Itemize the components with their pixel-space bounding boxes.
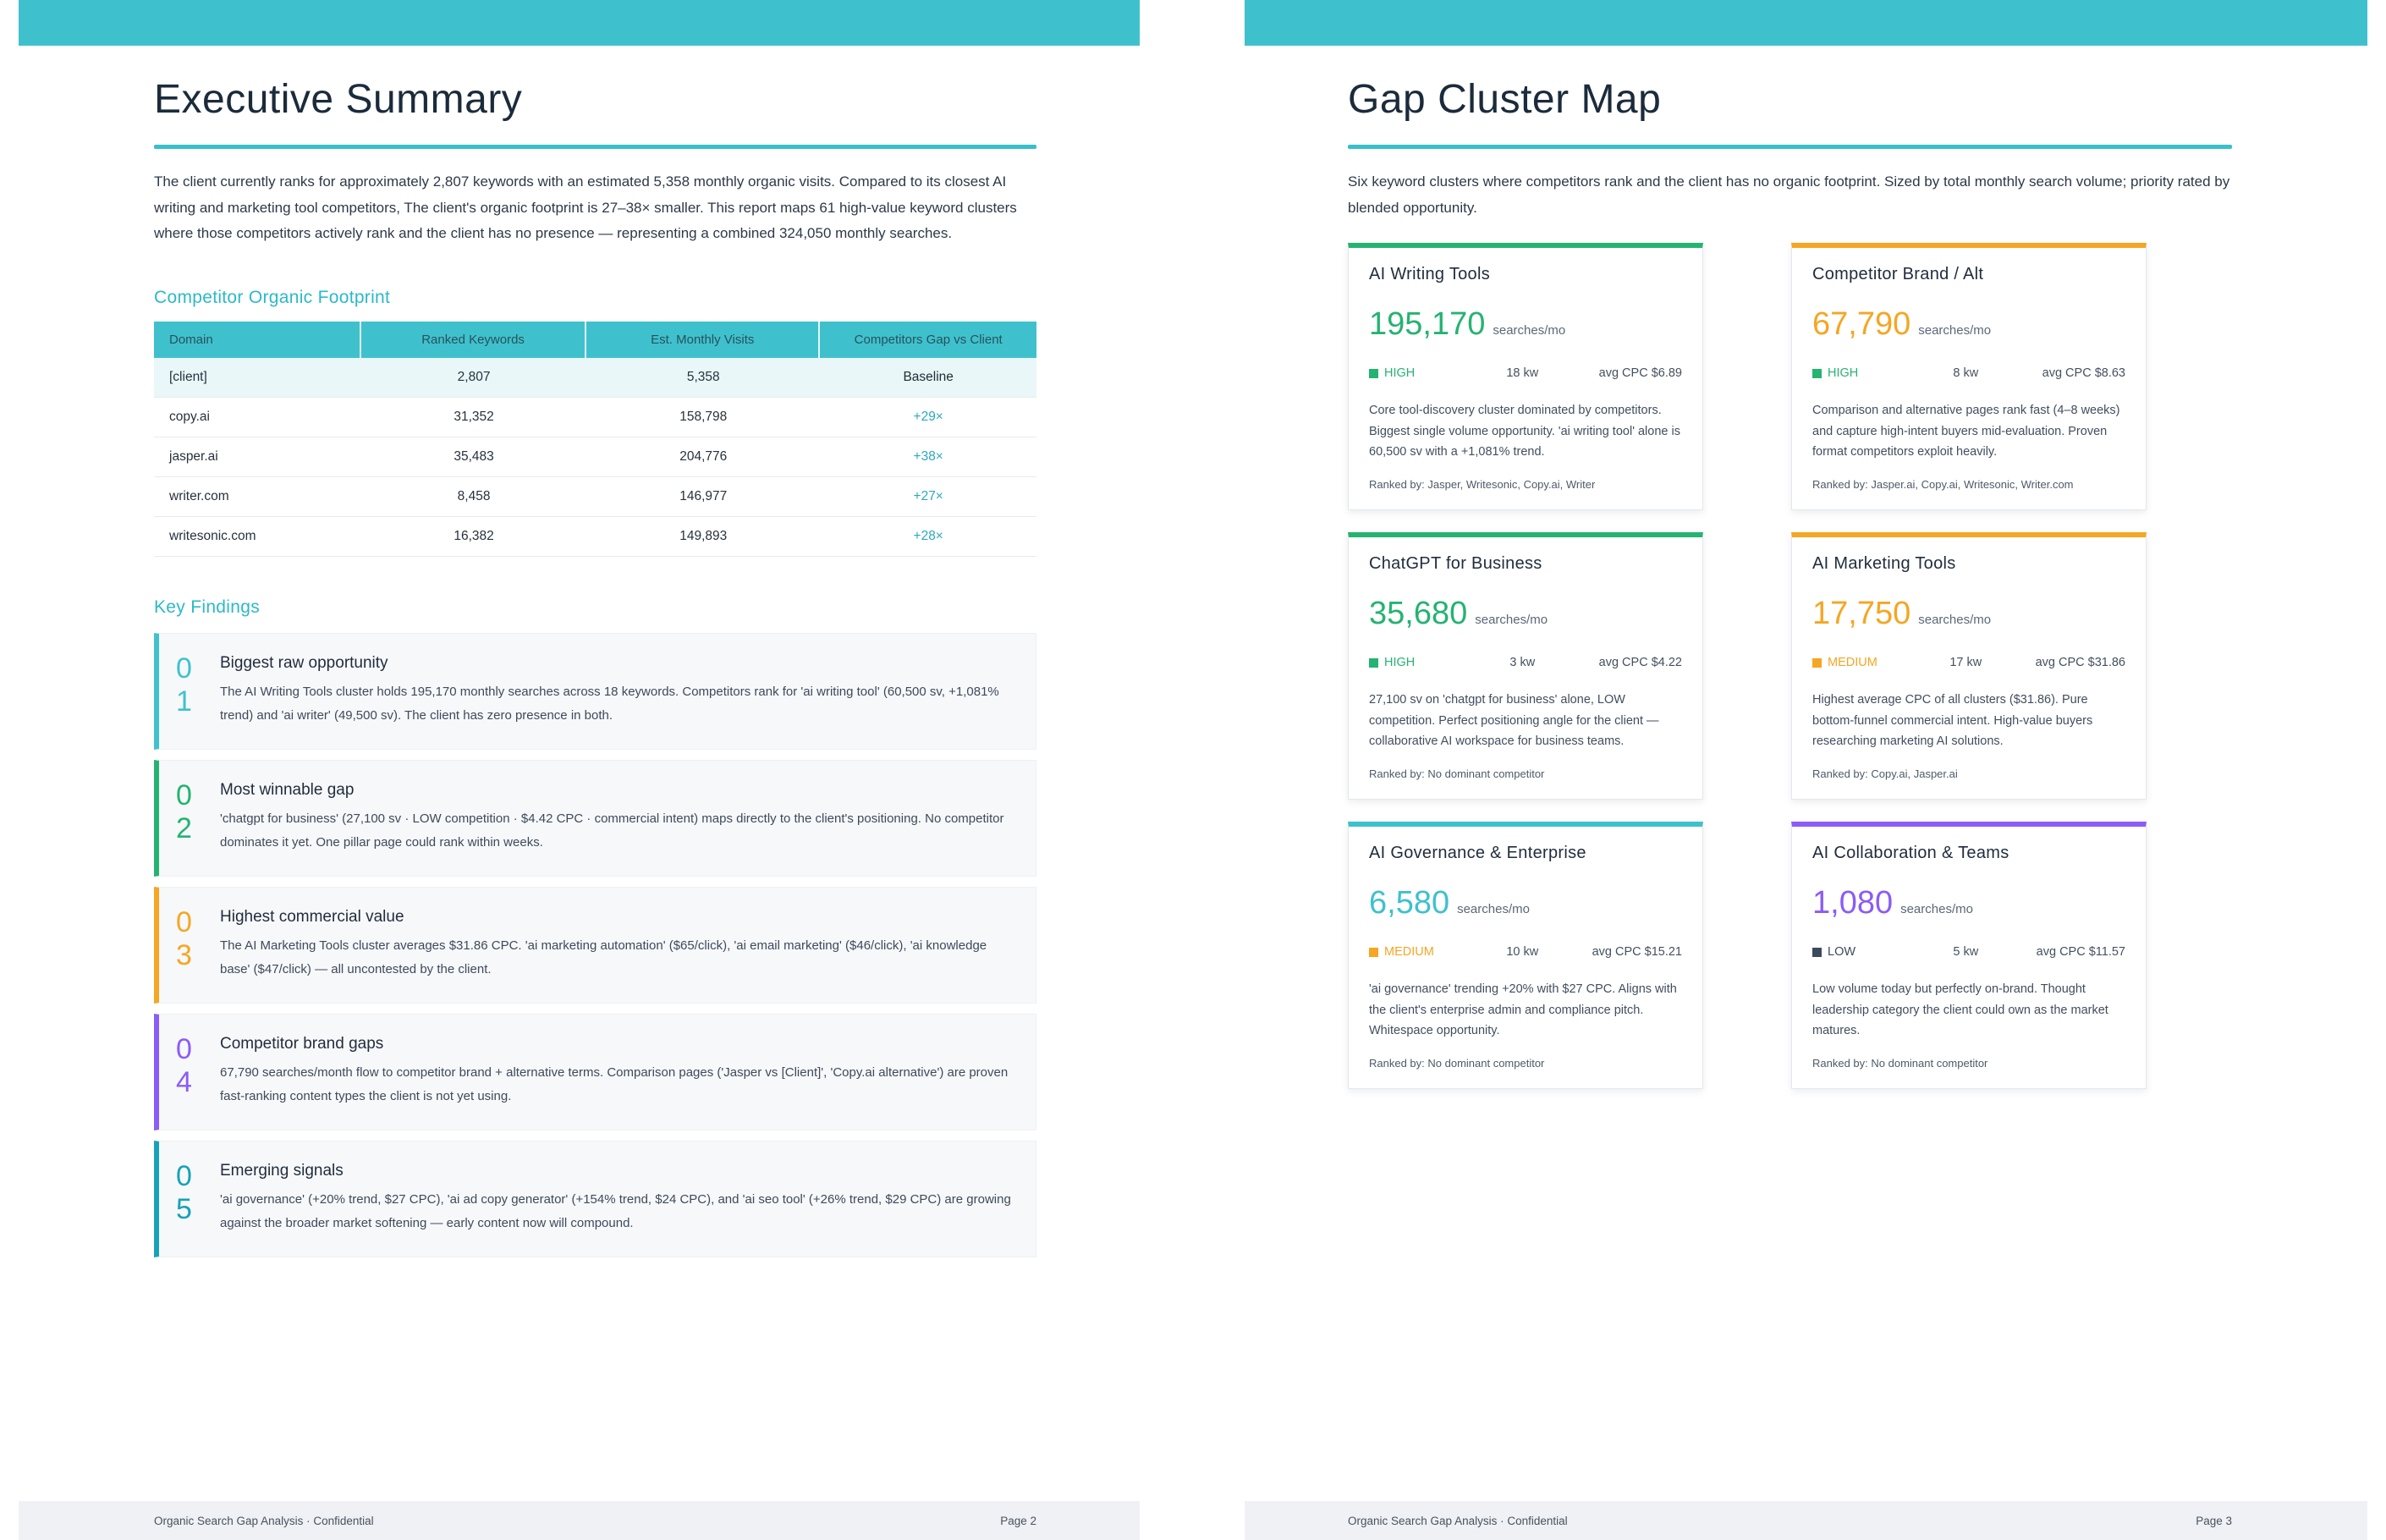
priority-label: HIGH [1828, 366, 1859, 381]
finding-number: 02 [176, 778, 192, 844]
cluster-name: AI Collaboration & Teams [1812, 844, 2009, 863]
cell-domain: [client] [169, 369, 207, 384]
page-title: Gap Cluster Map [1348, 77, 1662, 122]
cell-ranked-keywords: 31,352 [454, 409, 494, 424]
key-finding-card [154, 1014, 1036, 1130]
cluster-ranked-by: Ranked by: No dominant competitor [1812, 1056, 1988, 1070]
key-finding-card [154, 1141, 1036, 1257]
table-row [154, 398, 1036, 437]
cell-monthly-visits: 5,358 [686, 369, 720, 384]
finding-body: 67,790 searches/month flow to competitor brand + alternative terms. Comparison pages ('Jasper vs [Client]', 'Copy.ai alternative') are proven fast-ranking content types the client is not yet using. [220, 1064, 1009, 1104]
finding-body: 'chatgpt for business' (27,100 sv · LOW competition · $4.42 CPC · commercial intent) maps directly to the client's positioning. No competitor dominates it yet. One pillar page could rank within weeks. [220, 811, 1004, 850]
cluster-description: Core tool-discovery cluster dominated by competitors. Biggest single volume opportunity. 'ai writing tool' alone is 60,500 sv with a +1,081% trend. [1369, 404, 1680, 459]
cluster-ranked-by: Ranked by: Copy.ai, Jasper.ai [1812, 767, 1958, 781]
priority-label: HIGH [1384, 366, 1416, 381]
cluster-stats-row [1812, 366, 2125, 380]
finding-content [220, 779, 1015, 855]
cell-ranked-keywords: 16,382 [454, 528, 494, 543]
finding-content [220, 906, 1015, 982]
finding-number: 05 [176, 1159, 192, 1225]
title-underline [154, 145, 1036, 149]
section-heading-findings: Key Findings [154, 597, 260, 617]
priority-square-icon [1812, 658, 1822, 668]
cell-monthly-visits: 149,893 [679, 528, 728, 543]
intro-paragraph: The client currently ranks for approximately 2,807 keywords with an estimated 5,358 monthly organic visits. Compared to its closest AI writing and marketing tool competitors, The client's organic footprint is 27–38× smaller. This report maps 61 high-value keyword clusters where those competitors actively rank and the client has no presence — representing a combined 324,050 monthly searches. [154, 173, 1017, 242]
col-header-domain: Domain [154, 322, 361, 358]
col-header-monthly-visits: Est. Monthly Visits [586, 322, 820, 358]
cluster-ranked-by: Ranked by: No dominant competitor [1369, 767, 1545, 781]
title-underline [1348, 145, 2232, 149]
page-title: Executive Summary [154, 77, 523, 122]
cluster-keyword-count: 10 kw [1506, 945, 1539, 960]
cell-domain: writesonic.com [169, 528, 256, 543]
cluster-avg-cpc: avg CPC $11.57 [2036, 945, 2125, 960]
finding-content [220, 652, 1015, 729]
cluster-avg-cpc: avg CPC $4.22 [1598, 656, 1682, 670]
priority-square-icon [1369, 369, 1378, 378]
cell-gap-vs-client: +28× [913, 528, 943, 543]
cluster-volume: 17,750 [1812, 596, 1911, 632]
table-row [154, 437, 1036, 477]
page-top-accent-bar [1245, 0, 2367, 46]
cluster-volume: 67,790 [1812, 306, 1911, 343]
cluster-volume: 6,580 [1369, 885, 1450, 921]
page-gap-cluster-map [1245, 0, 2367, 1540]
cluster-name: Competitor Brand / Alt [1812, 265, 1984, 284]
cluster-priority-badge [1812, 366, 1919, 380]
finding-title: Emerging signals [220, 1161, 344, 1180]
cell-ranked-keywords: 8,458 [457, 488, 491, 503]
cluster-stats-row [1369, 945, 1682, 959]
cluster-avg-cpc: avg CPC $15.21 [1592, 945, 1682, 960]
cluster-keyword-count: 17 kw [1949, 656, 1982, 670]
table-row [154, 517, 1036, 557]
cluster-volume-unit: searches/mo [1493, 323, 1566, 338]
section-heading-footprint: Competitor Organic Footprint [154, 287, 391, 307]
intro-paragraph: Six keyword clusters where competitors rank and the client has no organic footprint. Sized by total monthly search volume; priority rated by blended opportunity. [1348, 173, 2230, 216]
cluster-keyword-count: 18 kw [1506, 366, 1539, 381]
priority-label: MEDIUM [1384, 945, 1434, 960]
cluster-name: AI Writing Tools [1369, 265, 1491, 284]
cluster-priority-badge [1369, 366, 1476, 380]
cluster-volume-row [1812, 885, 2125, 921]
cell-gap-vs-client: +29× [913, 409, 943, 424]
cell-ranked-keywords: 35,483 [454, 448, 494, 464]
page-content [19, 46, 1140, 1257]
priority-label: MEDIUM [1828, 656, 1877, 670]
cluster-card [1348, 532, 1703, 800]
col-header-ranked-keywords: Ranked Keywords [361, 322, 586, 358]
finding-number: 04 [176, 1032, 192, 1098]
finding-title: Highest commercial value [220, 907, 404, 926]
cluster-volume-row [1369, 885, 1682, 921]
cluster-description: Comparison and alternative pages rank fast (4–8 weeks) and capture high-intent buyers mid-evaluation. Proven format competitors exploit heavily. [1812, 404, 2120, 459]
footer-confidential-label: Organic Search Gap Analysis · Confidential [1348, 1514, 1568, 1527]
cluster-stats-row [1369, 366, 1682, 380]
cluster-priority-badge [1812, 656, 1919, 669]
cluster-stats-row [1812, 656, 2125, 669]
key-finding-card [154, 760, 1036, 877]
table-body [154, 358, 1036, 557]
cluster-name: AI Governance & Enterprise [1369, 844, 1586, 863]
finding-number: 03 [176, 905, 192, 971]
priority-square-icon [1369, 948, 1378, 957]
page-footer [19, 1501, 1140, 1540]
cluster-volume-unit: searches/mo [1918, 613, 1992, 628]
cluster-card [1791, 532, 2147, 800]
cluster-card [1348, 822, 1703, 1089]
cluster-volume-unit: searches/mo [1457, 902, 1530, 917]
cluster-card [1348, 243, 1703, 510]
footer-page-number: Page 3 [2196, 1514, 2232, 1527]
cell-monthly-visits: 146,977 [679, 488, 728, 503]
priority-square-icon [1812, 948, 1822, 957]
finding-title: Competitor brand gaps [220, 1034, 384, 1053]
cluster-description: 27,100 sv on 'chatgpt for business' alone, LOW competition. Perfect positioning angle for the client — collaborative AI workspace for business teams. [1369, 693, 1659, 749]
cluster-volume-row [1369, 306, 1682, 343]
priority-label: HIGH [1384, 656, 1416, 670]
col-header-gap: Competitors Gap vs Client [854, 332, 1003, 347]
cluster-priority-badge [1812, 945, 1919, 959]
cell-gap-vs-client: Baseline [903, 369, 954, 384]
priority-label: LOW [1828, 945, 1856, 960]
cell-gap-vs-client: +38× [913, 448, 943, 464]
cell-domain: writer.com [169, 488, 229, 503]
cluster-avg-cpc: avg CPC $8.63 [2042, 366, 2125, 381]
cluster-volume: 35,680 [1369, 596, 1468, 632]
cell-domain: jasper.ai [169, 448, 218, 464]
cluster-volume: 195,170 [1369, 306, 1486, 343]
priority-square-icon [1369, 658, 1378, 668]
page-top-accent-bar [19, 0, 1140, 46]
finding-content [220, 1033, 1015, 1109]
cluster-volume-unit: searches/mo [1475, 613, 1548, 628]
cluster-priority-badge [1369, 945, 1476, 959]
finding-body: The AI Marketing Tools cluster averages $31.86 CPC. 'ai marketing automation' ($65/click), 'ai email marketing' ($46/click), 'ai knowledge base' ($47/click) — all uncontested by the client. [220, 938, 987, 977]
finding-content [220, 1160, 1015, 1236]
finding-title: Most winnable gap [220, 780, 355, 799]
cluster-volume-unit: searches/mo [1918, 323, 1992, 338]
cluster-name: AI Marketing Tools [1812, 554, 1956, 574]
cell-ranked-keywords: 2,807 [457, 369, 491, 384]
key-finding-card [154, 633, 1036, 750]
cell-monthly-visits: 158,798 [679, 409, 728, 424]
key-findings-list [154, 633, 1036, 1257]
cluster-volume: 1,080 [1812, 885, 1894, 921]
key-finding-card [154, 887, 1036, 1004]
footer-page-number: Page 2 [1000, 1514, 1036, 1527]
cluster-volume-row [1369, 596, 1682, 632]
cluster-description: Highest average CPC of all clusters ($31.86). Pure bottom-funnel commercial intent. High-value buyers researching marketing AI solutions. [1812, 693, 2093, 749]
cluster-card [1791, 243, 2147, 510]
cluster-card [1791, 822, 2147, 1089]
cluster-description: Low volume today but perfectly on-brand. Thought leadership category the client could own as the market matures. [1812, 982, 2108, 1038]
footer-confidential-label: Organic Search Gap Analysis · Confidential [154, 1514, 374, 1527]
finding-title: Biggest raw opportunity [220, 653, 388, 672]
cluster-ranked-by: Ranked by: No dominant competitor [1369, 1056, 1545, 1070]
priority-square-icon [1812, 369, 1822, 378]
cluster-name: ChatGPT for Business [1369, 554, 1542, 574]
cluster-volume-row [1812, 596, 2125, 632]
cluster-description: 'ai governance' trending +20% with $27 CPC. Aligns with the client's enterprise admin and compliance pitch. Whitespace opportunity. [1369, 982, 1677, 1038]
finding-number: 01 [176, 652, 192, 718]
page-executive-summary [19, 0, 1140, 1540]
cell-gap-vs-client: +27× [913, 488, 943, 503]
cluster-keyword-count: 3 kw [1509, 656, 1536, 670]
cell-domain: copy.ai [169, 409, 210, 424]
table-row [154, 477, 1036, 517]
table-header-row [154, 322, 1036, 358]
cluster-avg-cpc: avg CPC $31.86 [2035, 656, 2125, 670]
cluster-stats-row [1812, 945, 2125, 959]
cluster-volume-row [1812, 306, 2125, 343]
cluster-grid [1348, 243, 2232, 1089]
cluster-priority-badge [1369, 656, 1476, 669]
finding-body: 'ai governance' (+20% trend, $27 CPC), 'ai ad copy generator' (+154% trend, $24 CPC), and 'ai seo tool' (+26% trend, $29 CPC) are growing against the broader market softening — early content now will compound. [220, 1191, 1011, 1231]
competitor-footprint-table [154, 322, 1036, 557]
cluster-keyword-count: 8 kw [1953, 366, 1979, 381]
page-content [1245, 46, 2367, 1089]
cluster-ranked-by: Ranked by: Jasper, Writesonic, Copy.ai, Writer [1369, 478, 1596, 492]
cluster-ranked-by: Ranked by: Jasper.ai, Copy.ai, Writesonic, Writer.com [1812, 478, 2074, 492]
cell-monthly-visits: 204,776 [679, 448, 728, 464]
cluster-volume-unit: searches/mo [1900, 902, 1973, 917]
cluster-keyword-count: 5 kw [1953, 945, 1979, 960]
cluster-avg-cpc: avg CPC $6.89 [1598, 366, 1682, 381]
page-footer [1245, 1501, 2367, 1540]
finding-body: The AI Writing Tools cluster holds 195,170 monthly searches across 18 keywords. Competitors rank for 'ai writing tool' (60,500 sv, +1,081% trend) and 'ai writer' (49,500 sv). The client has zero presence in both. [220, 684, 999, 723]
table-row [154, 358, 1036, 398]
cluster-stats-row [1369, 656, 1682, 669]
